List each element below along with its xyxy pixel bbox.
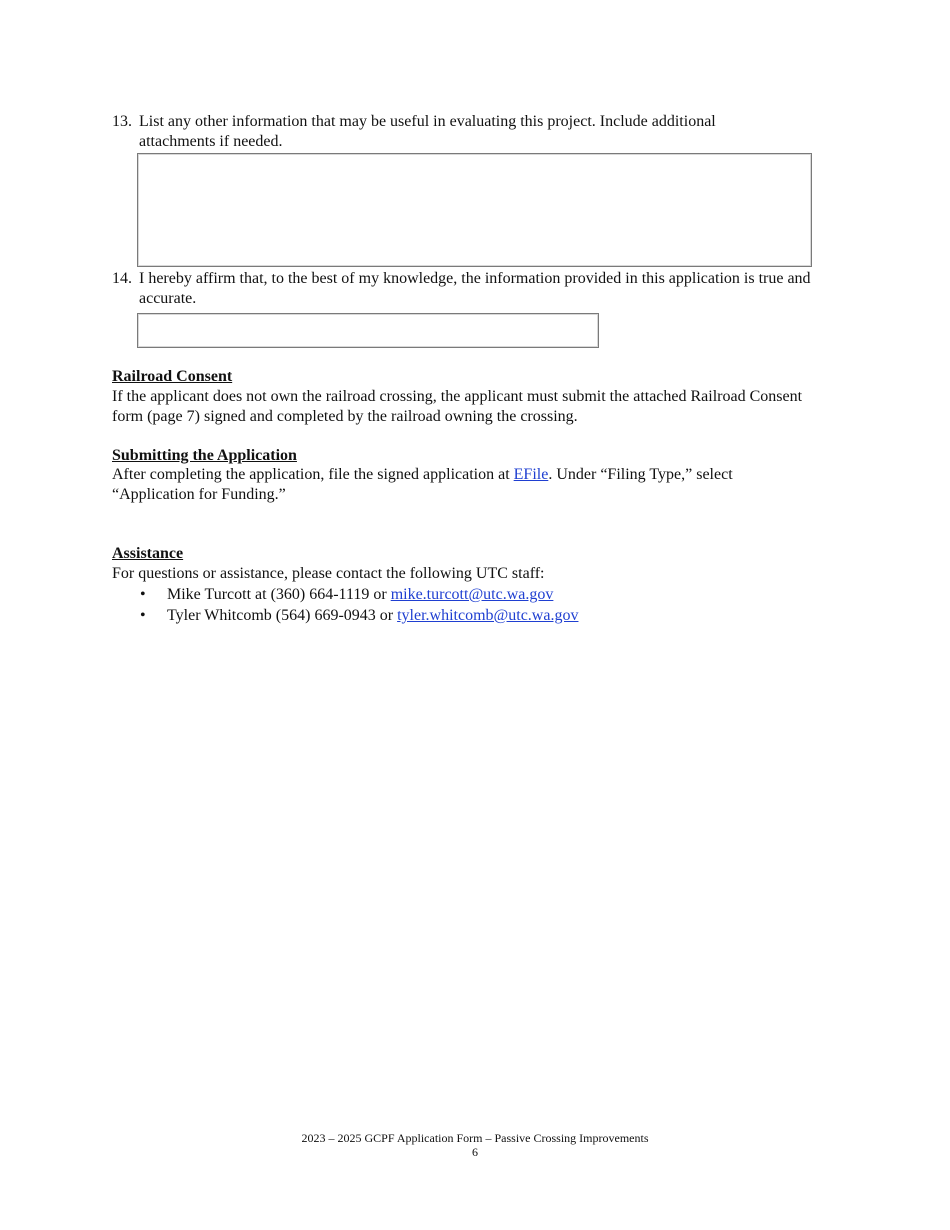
question-14-signature-field[interactable] [137,313,599,348]
submitting-text [112,465,802,505]
footer-title: 2023 – 2025 GCPF Application Form – Passive Crossing Improvements [301,1131,649,1145]
railroad-consent-text: If the applicant does not own the railroad crossing, the applicant must submit the attached Railroad Consent form (page 7) signed and completed by the railroad owning the crossing. [112,388,803,425]
question-13-textarea[interactable] [137,153,812,267]
submitting-text-before: After completing the application, file the signed application at [112,466,514,483]
bullet-icon: • [140,586,146,603]
contact-name-phone: Tyler Whitcomb (564) 669-0943 or [167,607,398,624]
efile-link[interactable]: EFile [513,466,549,483]
bullet-icon: • [140,607,146,624]
submitting-heading: Submitting the Application [112,447,297,464]
contact-text [167,585,553,605]
question-14-number: 14. [112,270,132,287]
submitting-text-after: . Under “Filing Type,” select “Application for Funding.” [112,466,733,503]
question-13-text: List any other information that may be useful in evaluating this project. Include additional attachments if needed. [139,113,716,150]
railroad-consent-heading: Railroad Consent [112,368,233,385]
contact-name-phone: Mike Turcott at (360) 664-1119 or [167,586,391,603]
contact-email-link[interactable]: tyler.whitcomb@utc.wa.gov [397,607,579,624]
assistance-heading: Assistance [112,545,184,562]
question-13-number: 13. [112,113,132,130]
contact-email-link[interactable]: mike.turcott@utc.wa.gov [390,586,554,603]
footer-page-number: 6 [472,1145,478,1159]
assistance-intro: For questions or assistance, please contact the following UTC staff: [112,565,545,582]
question-14-text: I hereby affirm that, to the best of my knowledge, the information provided in this application is true and accurate. [139,270,811,307]
contact-text [167,606,578,626]
